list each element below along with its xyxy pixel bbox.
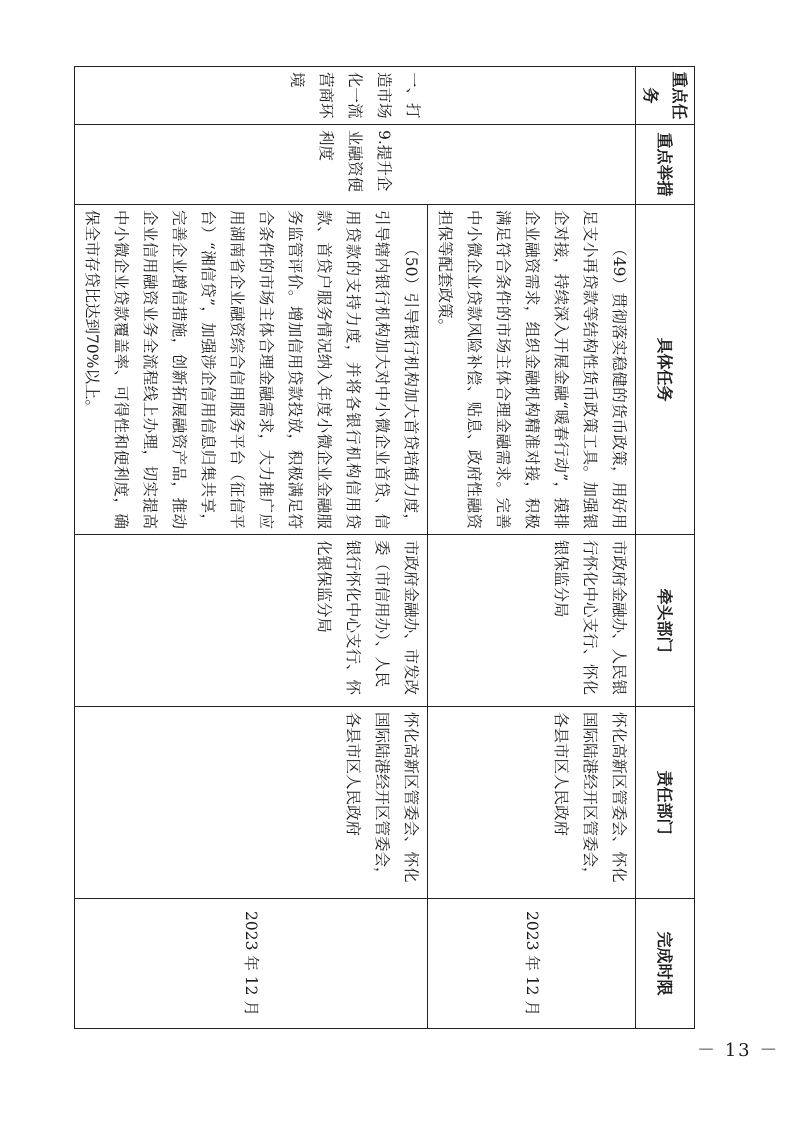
deadline-cell: 2023 年 12 月 [428, 899, 636, 1029]
lead-dept-cell: 市政府金融办、市发改委（市信用办）、人民银行怀化中心支行、怀化银保监分局 [75, 535, 428, 707]
header-deadline: 完成时限 [636, 899, 695, 1029]
lead-dept-cell: 市政府金融办、人民银行怀化中心支行、怀化银保监分局 [428, 535, 636, 707]
key-task-cell: 一、打造市场化一流营商环境 [75, 67, 636, 125]
header-lead-dept: 牵头部门 [636, 535, 695, 707]
header-key-task: 重点任务 [636, 67, 695, 125]
table-row [75, 67, 428, 1029]
task-table [74, 66, 695, 1029]
specific-task-cell: （50）引导银行机构加大首贷培植力度，引导辖内银行机构加大对中小微企业首贷、信用贷款的支持力度，并将各银行机构信用贷款、首贷户服务情况纳入年度小微企业金融服务监管评价。增加信用贷款投放，积极满足符合条件的市场主体合理金融需求，大力推广应用湖南省企业融资综合信用服务平台（征信平台）“湘信贷”，加强涉企信用信息归集共享，完善企业增信措施，创新拓展融资产品，推动企业信用融资业务全流程线上办理，切实提高中小微企业贷款覆盖率、可得性和便利度，确保全市存贷比达到70%以上。 [75, 205, 428, 535]
responsible-dept-cell: 怀化高新区管委会、怀化国际陆港经开区管委会，各县市区人民政府 [75, 707, 428, 899]
page-number: － 13 － [697, 1040, 780, 1061]
deadline-cell: 2023 年 12 月 [75, 899, 428, 1029]
specific-task-cell: （49）贯彻落实稳健的货币政策，用好用足支小再贷款等结构性货币政策工具。加强银企对接，持续深入开展金融“暖春行动”，摸排企业融资需求，组织金融机构精准对接，积极满足符合条件的市场主体合理金融需求。完善中小微企业贷款风险补偿、贴息、政府性融资担保等配套政策。 [428, 205, 636, 535]
key-measure-cell: 9.提升企业融资便利度 [75, 125, 636, 205]
header-specific-task: 具体任务 [636, 205, 695, 535]
table-row [428, 67, 636, 1029]
rotated-page [83, 66, 695, 1028]
table-header-row [636, 67, 695, 1029]
header-key-measure: 重点举措 [636, 125, 695, 205]
responsible-dept-cell: 怀化高新区管委会、怀化国际陆港经开区管委会，各县市区人民政府 [428, 707, 636, 899]
header-responsible-dept: 责任部门 [636, 707, 695, 899]
